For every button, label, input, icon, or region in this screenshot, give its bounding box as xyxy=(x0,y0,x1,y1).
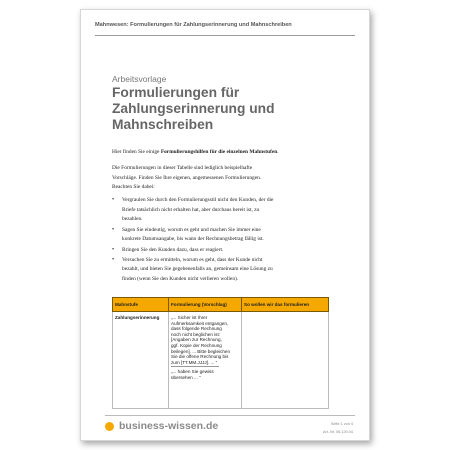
column-header-stage: Mahnstufe xyxy=(113,298,169,312)
formulation-line: „... Sicher ist Ihrer xyxy=(171,315,208,320)
formulation-cell xyxy=(169,312,242,409)
formulation-line: ggf. Kopie der Rechnung xyxy=(171,342,222,348)
footer-divider xyxy=(105,415,355,416)
bullet-line: Briefe tatsächlich nicht erhalten hat, aber durchaus bereit ist, zu xyxy=(122,206,260,213)
paragraph-line: Beachten Sie dabei: xyxy=(112,184,155,190)
table-row xyxy=(113,312,329,409)
bullet-icon: • xyxy=(112,256,115,263)
formulation-line: zum [TT.MM.JJJJ]. ... “ xyxy=(171,359,218,365)
own-formulation-cell[interactable] xyxy=(242,312,329,409)
formulation-line: Sie die offene Rechnung bis xyxy=(171,354,229,360)
formulation-divider xyxy=(171,366,219,367)
title-line: Formulierungen für xyxy=(112,85,240,100)
list-item xyxy=(112,226,322,245)
bullet-line: Versuchen Sie zu ermitteln, worum es geht, dass der Kunde nicht xyxy=(122,256,263,263)
formulation-line: noch nicht beglichen ist: xyxy=(171,331,221,337)
document-kicker: Arbeitsvorlage xyxy=(112,74,167,84)
formulation-line: [Angaben zur Rechnung, xyxy=(171,337,222,343)
document-page xyxy=(80,9,370,441)
list-item xyxy=(112,256,322,285)
column-header-formulation: Formulierung (Vorschlag) xyxy=(169,298,242,312)
intro-paragraph xyxy=(112,164,322,193)
bullet-line: finden (wenn Sie den Kunden nicht verlieren wollen). xyxy=(122,276,239,283)
bullet-line: bezahlen. xyxy=(122,216,143,223)
formulation-line: Aufmerksamkeit entgangen, xyxy=(171,320,229,326)
bullet-list xyxy=(112,196,322,285)
intro-suffix: . xyxy=(277,149,279,155)
title-line: Zahlungserinnerung und xyxy=(112,101,275,117)
bullet-line: Vergraulen Sie durch den Formulierungsstil nicht den Kunden, der die xyxy=(122,197,274,203)
intro-bold: Formulierungshilfen für die einzelnen Mahnstufen xyxy=(160,149,278,155)
formulation-table xyxy=(112,297,329,409)
bullet-icon: • xyxy=(112,197,115,203)
formulation-line: dass folgende Rechnung xyxy=(171,326,222,332)
paragraph-line: Die Formulierungen in dieser Tabelle sind lediglich beispielhafte xyxy=(112,165,253,171)
bullet-line: Sagen Sie eindeutig, worum es geht und machen Sie immer eine xyxy=(122,226,261,233)
column-header-own: So wollen wir das formulieren xyxy=(242,298,329,312)
document-title xyxy=(112,85,312,134)
intro-sentence xyxy=(112,149,322,155)
table-header-row xyxy=(113,298,329,312)
article-number: Art.-Nr. 06.120.04 xyxy=(323,430,353,434)
page-number: Seite 1 von 4 xyxy=(330,422,353,426)
intro-prefix: Hier finden Sie einige xyxy=(112,149,161,155)
list-item xyxy=(112,246,322,256)
bullet-icon: • xyxy=(112,226,115,233)
bullet-line: bezahlt, und bieten Sie gegebenenfalls an, gemeinsam eine Lösung zu xyxy=(122,266,273,273)
paragraph-line: Vorschläge. Finden Sie Ihre eigenen, angemessenen Formulierungen. xyxy=(112,174,262,181)
formulation-line: übersehen ... “ xyxy=(171,374,201,380)
footer-logo: business-wissen.de xyxy=(119,420,219,432)
list-item xyxy=(112,196,322,225)
formulation-line: beilegen]. ... Bitte begleichen xyxy=(171,348,230,354)
title-line: Mahnschreiben xyxy=(112,117,214,133)
formulation-text xyxy=(171,315,239,381)
bullet-line: Bringen Sie den Kunden dazu, dass er reagiert. xyxy=(122,246,224,253)
logo-dot-icon xyxy=(105,422,114,431)
stage-cell: Zahlungserinnerung xyxy=(113,312,169,409)
bullet-line: konkrete Datumsangabe, bis wann der Rechnungsbetrag fällig ist. xyxy=(122,236,264,243)
formulation-line: „... haben Sie gewiss xyxy=(171,369,214,375)
bullet-icon: • xyxy=(112,246,115,253)
running-header: Mahnwesen: Formulierungen für Zahlungserinnerung und Mahnschreiben xyxy=(95,22,355,36)
